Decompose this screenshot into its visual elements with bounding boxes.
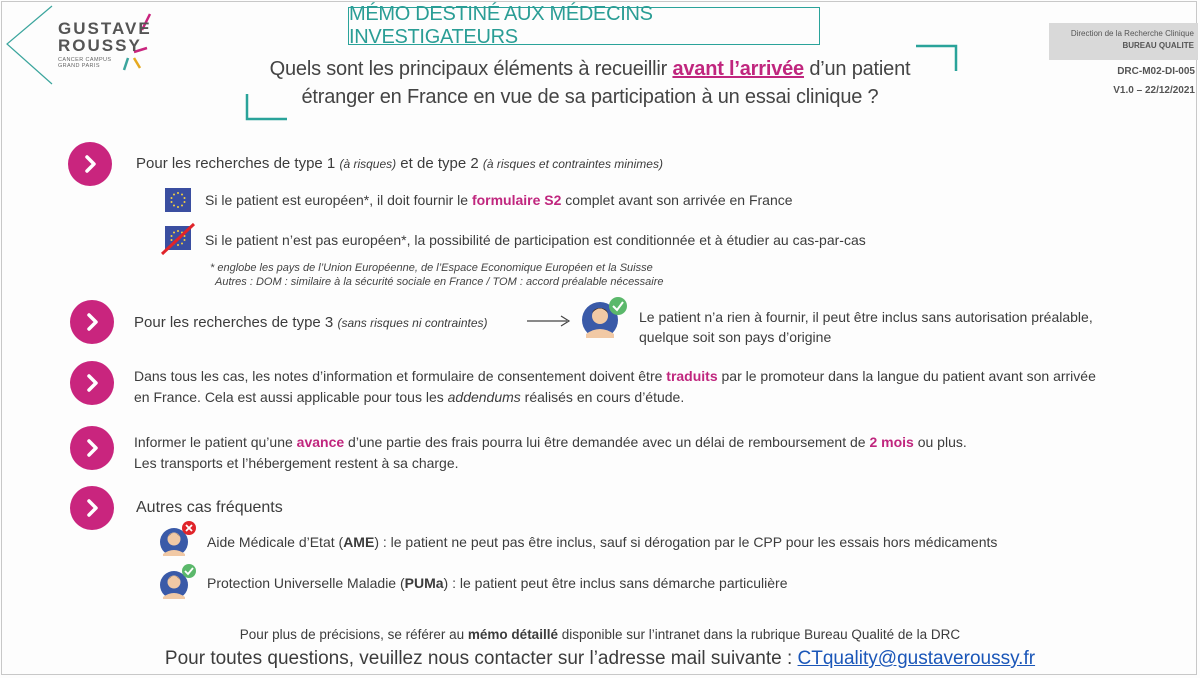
section2-intro-text: Pour les recherches de type 3 <box>134 314 338 331</box>
footer-reference <box>0 627 1200 642</box>
puma-rule <box>207 575 788 591</box>
arrow-right-icon <box>527 315 573 327</box>
question-text-a: Quels sont les principaux éléments à recueillir <box>269 58 673 80</box>
footer-l1a: Pour plus de précisions, se référer au <box>239 627 468 642</box>
section1-intro-text: Pour les recherches de type 1 <box>136 155 340 172</box>
chevron-right-icon <box>70 300 114 344</box>
document-version: V1.0 – 22/12/2021 <box>1113 85 1195 96</box>
logo-sub2: GRAND PARIS <box>58 63 100 69</box>
patient-rejected-icon <box>158 520 200 558</box>
ame-c: ) : le patient ne peut pas être inclus, sauf si dérogation par le CPP pour les essais hors médicaments <box>374 534 998 550</box>
document-reference: DRC-M02-DI-005 <box>1117 66 1195 77</box>
memo-title: MÉMO DESTINÉ AUX MÉDECINS INVESTIGATEURS <box>348 7 820 45</box>
section4-l1e: ou plus. <box>913 434 967 450</box>
eu-patient-rule <box>205 192 793 208</box>
department-name: Direction de la Recherche Clinique <box>1070 29 1194 38</box>
section3-addendums: addendums <box>447 389 521 405</box>
logo-subtitle <box>58 57 111 69</box>
footnote-eu: * englobe les pays de l’Union Européenne, de l’Espace Economique Européen et la Suisse <box>210 262 653 274</box>
chevron-right-icon <box>70 361 114 405</box>
bureau-name: BUREAU QUALITE <box>1122 41 1194 50</box>
department-box <box>1049 23 1198 60</box>
logo-line2: ROUSSY <box>58 36 142 55</box>
footer-contact <box>0 648 1200 670</box>
footer-contact-text: Pour toutes questions, veuillez nous contacter sur l’adresse mail suivante : <box>164 648 798 669</box>
ame-a: Aide Médicale d’Etat ( <box>207 534 344 550</box>
section2-result-line2: quelque soit son pays d’origine <box>639 329 832 345</box>
chevron-right-icon <box>68 142 112 186</box>
eu-rule-c: complet avant son arrivée en France <box>561 192 793 208</box>
chevron-right-icon <box>70 426 114 470</box>
section3-text <box>134 366 1096 408</box>
non-eu-patient-rule: Si le patient n’est pas européen*, la possibilité de participation est conditionnée et à étudier au cas-par-cas <box>205 232 866 248</box>
section4-advance: avance <box>296 434 345 450</box>
strike-icon <box>158 222 198 256</box>
section4-l1a: Informer le patient qu’une <box>134 434 297 450</box>
section1-intro <box>136 155 663 172</box>
contact-email-link[interactable]: CTquality@gustaveroussy.fr <box>797 648 1036 669</box>
section1-risk-label2: (à risques et contraintes minimes) <box>482 157 663 171</box>
section4-l1c: d’une partie des frais pourra lui être demandée avec un délai de remboursement de <box>344 434 870 450</box>
footer-l1c: disponible sur l’intranet dans la rubrique Bureau Qualité de la DRC <box>557 627 961 642</box>
puma-a: Protection Universelle Maladie ( <box>207 575 405 591</box>
section2-result <box>639 307 1093 347</box>
section4-l2: Les transports et l’hébergement restent à sa charge. <box>134 455 459 471</box>
chevron-right-icon <box>70 486 114 530</box>
ame-rule <box>207 534 997 550</box>
footer-detailed-memo: mémo détaillé <box>467 627 558 642</box>
eu-flag-icon <box>165 188 191 212</box>
puma-acronym: PUMa <box>404 575 444 591</box>
section2-risk-label: (sans risques ni contraintes) <box>337 316 488 330</box>
logo-line1: GUSTAVE <box>58 19 152 38</box>
section3-l2c: réalisés en cours d’étude. <box>520 389 685 405</box>
puma-c: ) : le patient peut être inclus sans démarche particulière <box>443 575 788 591</box>
section4-text <box>134 432 967 474</box>
logo-wordmark <box>58 20 152 54</box>
patient-approved-icon <box>158 563 200 601</box>
eu-rule-a: Si le patient est européen*, il doit fournir le <box>205 192 472 208</box>
section1-intro-mid: et de type 2 <box>396 155 483 172</box>
section2-intro <box>134 314 488 331</box>
ame-acronym: AME <box>343 534 375 550</box>
section4-delay: 2 mois <box>869 434 914 450</box>
section1-risk-label: (à risques) <box>339 157 397 171</box>
eu-rule-s2-form: formulaire S2 <box>471 192 562 208</box>
section2-result-line1: Le patient n’a rien à fournir, il peut être inclus sans autorisation préalable, <box>639 309 1093 325</box>
main-question <box>230 55 950 111</box>
footnote-dom-tom: Autres : DOM : similaire à la sécurité sociale en France / TOM : accord préalable nécessaire <box>215 276 664 288</box>
section3-l2a: en France. Cela est aussi applicable pour tous les <box>134 389 448 405</box>
question-text-b: d’un patient <box>803 58 911 80</box>
patient-approved-icon <box>580 296 632 342</box>
question-highlight: avant l’arrivée <box>672 58 804 80</box>
section3-translated: traduits <box>666 368 718 384</box>
section3-l1c: par le promoteur dans la langue du patient avant son arrivée <box>717 368 1096 384</box>
logo-sub1: CANCER CAMPUS <box>58 57 112 63</box>
section3-l1a: Dans tous les cas, les notes d’information et formulaire de consentement doivent être <box>134 368 667 384</box>
section5-intro: Autres cas fréquents <box>136 499 283 516</box>
question-line2: étranger en France en vue de sa participation à un essai clinique ? <box>301 86 879 108</box>
